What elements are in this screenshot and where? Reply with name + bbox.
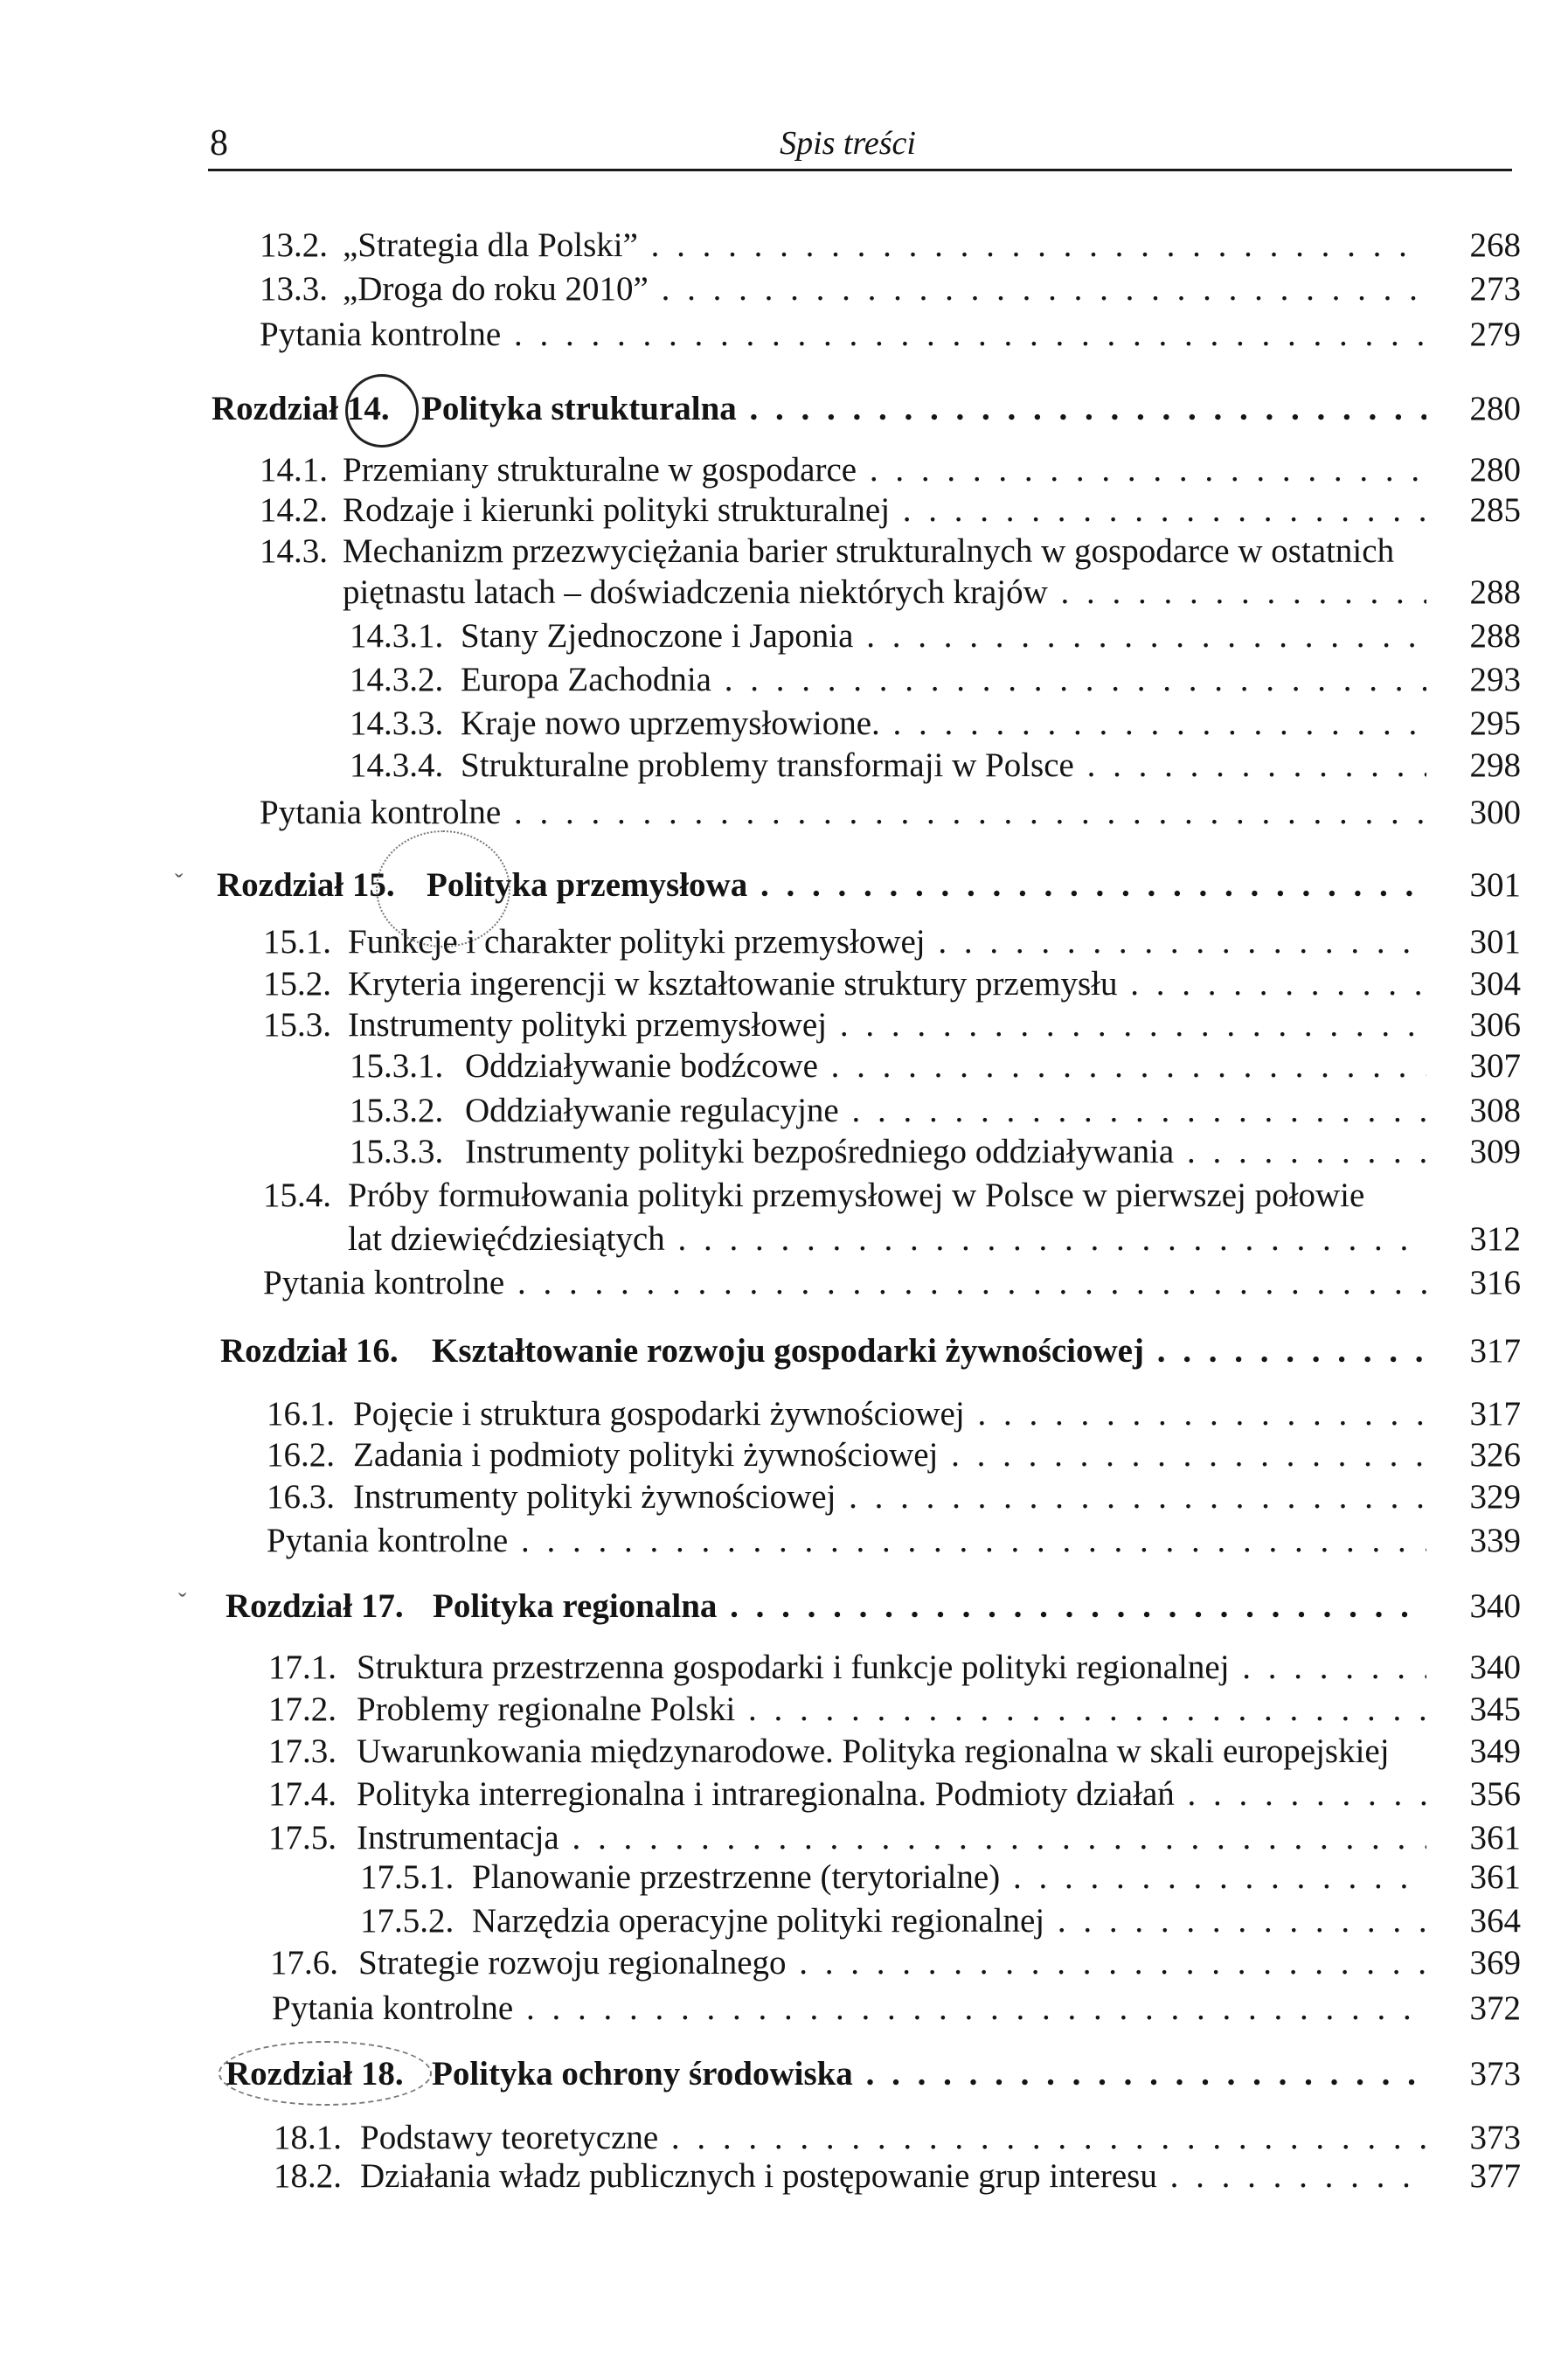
- toc-entry-multiline: [0, 1171, 1568, 1220]
- toc-entry: [0, 741, 1568, 790]
- toc-entry-number: 14.2.: [260, 491, 328, 529]
- toc-entry-page: 288: [1469, 617, 1521, 655]
- toc-entry-title: Zadania i podmioty polityki żywnościowej . . .: [353, 1431, 1426, 1480]
- toc-entry-page: 301: [1469, 923, 1521, 961]
- toc-entry-number: 15.1.: [263, 923, 331, 961]
- toc-entry-title: Instrumenty polityki przemysłowej . . .: [348, 1001, 1426, 1050]
- toc-entry-page: 361: [1469, 1858, 1521, 1896]
- toc-entry-title: Pytania kontrolne . . .: [272, 1984, 1426, 2033]
- chapter-page: 301: [1469, 866, 1521, 904]
- margin-pencil-mark: ˇ: [178, 1589, 187, 1616]
- toc-entry-title: Pytania kontrolne . . .: [267, 1517, 1426, 1565]
- toc-entry-number: 17.3.: [268, 1732, 336, 1770]
- toc-entry-title: Rodzaje i kierunki polityki strukturalnej . . .: [343, 486, 1426, 535]
- toc-entry-title: Kraje nowo uprzemysłowione. . . .: [461, 699, 1426, 748]
- toc-entry-number: 13.3.: [260, 270, 328, 308]
- chapter-title: Kształtowanie rozwoju gospodarki żywnościowej . . .: [432, 1327, 1426, 1376]
- toc-entry-page: 293: [1469, 661, 1521, 698]
- toc-entry-title: Kryteria ingerencji w kształtowanie struktury przemysłu . . .: [348, 960, 1426, 1009]
- toc-entry-page: 364: [1469, 1902, 1521, 1940]
- toc-entry: [0, 310, 1568, 359]
- chapter-number: Rozdział 18.: [225, 2055, 404, 2093]
- chapter-page: 317: [1469, 1332, 1521, 1370]
- toc-entry-title: Instrumentacja . . .: [357, 1814, 1426, 1863]
- toc-entry-title: Strukturalne problemy transformaji w Polsce . . .: [461, 741, 1426, 790]
- toc-entry-number: 16.3.: [267, 1478, 335, 1516]
- toc-entry-title-line1: Próby formułowania polityki przemysłowej w Polsce w pierwszej połowie: [348, 1177, 1365, 1214]
- toc-entry-number: 17.5.2.: [360, 1902, 454, 1940]
- chapter-number: Rozdział 17.: [225, 1587, 404, 1625]
- toc-entry-number: 14.1.: [260, 451, 328, 489]
- toc-entry-number: 14.3.2.: [350, 661, 444, 698]
- running-title: Spis treści: [780, 125, 916, 162]
- toc-entry-page: 298: [1469, 746, 1521, 784]
- toc-entry-title: Polityka interregionalna i intraregionalna. Podmioty działań . . .: [357, 1770, 1426, 1819]
- toc-entry-page: 339: [1469, 1522, 1521, 1559]
- toc-entry-continuation: [0, 568, 1568, 617]
- toc-entry-title: Pytania kontrolne . . .: [260, 310, 1426, 359]
- toc-entry-number: 15.3.3.: [350, 1133, 444, 1170]
- toc-entry-continuation: [0, 1215, 1568, 1264]
- chapter-title: Polityka przemysłowa . . .: [427, 861, 1426, 910]
- toc-entry-title: Problemy regionalne Polski . . .: [357, 1685, 1426, 1734]
- toc-entry: [0, 1042, 1568, 1091]
- chapter-number: Rozdział 16.: [220, 1332, 399, 1370]
- toc-entry-page: 377: [1469, 2157, 1521, 2195]
- toc-entry-title: Struktura przestrzenna gospodarki i funkcje polityki regionalnej . . .: [357, 1643, 1426, 1692]
- toc-entry-page: 372: [1469, 1989, 1521, 2027]
- toc-entry-number: 14.3.1.: [350, 617, 444, 655]
- toc-entry-page: 304: [1469, 965, 1521, 1003]
- toc-entry-number: 15.2.: [263, 965, 331, 1003]
- toc-entry-page: 295: [1469, 705, 1521, 742]
- toc-entry: [0, 612, 1568, 661]
- toc-entry-title-line2: piętnastu latach – doświadczenia niektórych krajów . . .: [343, 568, 1426, 617]
- toc-entry: [0, 1770, 1568, 1819]
- pencil-circle-mark: [219, 2041, 432, 2106]
- toc-entry-page: 361: [1469, 1819, 1521, 1857]
- toc-entry-title: Stany Zjednoczone i Japonia . . .: [461, 612, 1426, 661]
- toc-entry-number: 17.5.: [268, 1819, 336, 1857]
- toc-entry-number: 17.1.: [268, 1649, 336, 1686]
- toc-entry-page: 279: [1469, 316, 1521, 353]
- toc-entry-page: 345: [1469, 1690, 1521, 1728]
- toc-entry-page: 288: [1469, 573, 1521, 611]
- toc-entry-page: 309: [1469, 1133, 1521, 1170]
- toc-entry-page: 369: [1469, 1944, 1521, 1982]
- toc-entry-title: Pojęcie i struktura gospodarki żywnościowej . . .: [353, 1390, 1426, 1439]
- toc-entry-title: Narzędzia operacyjne polityki regionalnej . . .: [472, 1897, 1426, 1946]
- toc-entry-title: Podstawy teoretyczne . . .: [360, 2114, 1426, 2162]
- toc-entry-page: 273: [1469, 270, 1521, 308]
- header-rule: [208, 169, 1512, 171]
- chapter-heading: [0, 861, 1568, 910]
- toc-entry-page: 285: [1469, 491, 1521, 529]
- chapter-title: Polityka ochrony środowiska . . .: [432, 2050, 1426, 2099]
- toc-entry-page: 349: [1469, 1732, 1521, 1770]
- toc-entry-number: 15.4.: [263, 1177, 331, 1214]
- toc-entry-number: 15.3.2.: [350, 1092, 444, 1129]
- toc-entry-number: 16.1.: [267, 1395, 335, 1433]
- toc-entry: [0, 1517, 1568, 1565]
- toc-entry-title: Planowanie przestrzenne (terytorialne) . . .: [472, 1853, 1426, 1902]
- toc-entry: [0, 1939, 1568, 1988]
- toc-entry-page: 306: [1469, 1006, 1521, 1044]
- chapter-heading: [0, 1327, 1568, 1376]
- toc-entry-number: 18.2.: [274, 2157, 342, 2195]
- toc-entry-number: 14.3.4.: [350, 746, 444, 784]
- toc-entry-page: 307: [1469, 1047, 1521, 1085]
- chapter-title: Polityka strukturalna . . .: [421, 385, 1426, 434]
- toc-entry-title: Przemiany strukturalne w gospodarce . . .: [343, 446, 1426, 495]
- toc-entry-title: Uwarunkowania międzynarodowe. Polityka regionalna w skali europejskiej: [357, 1732, 1390, 1770]
- toc-entry-title: „Droga do roku 2010” . . .: [343, 265, 1426, 314]
- chapter-number: Rozdział 15.: [217, 866, 395, 904]
- toc-entry-title: Działania władz publicznych i postępowanie grup interesu . . .: [360, 2152, 1426, 2201]
- toc-entry-title: Europa Zachodnia . . .: [461, 656, 1426, 705]
- toc-entry-title: „Strategia dla Polski” . . .: [343, 221, 1426, 270]
- toc-entry: [0, 265, 1568, 314]
- toc-entry-title-line2: lat dziewięćdziesiątych . . .: [348, 1215, 1426, 1264]
- toc-entry-page: 340: [1469, 1649, 1521, 1686]
- toc-entry: [0, 656, 1568, 705]
- toc-entry-number: 14.3.3.: [350, 705, 444, 742]
- toc-entry-page: 373: [1469, 2119, 1521, 2156]
- toc-entry-number: 15.3.: [263, 1006, 331, 1044]
- toc-entry-number: 17.5.1.: [360, 1858, 454, 1896]
- toc-entry: [0, 788, 1568, 837]
- page-number: 8: [210, 123, 228, 163]
- toc-entry-page: 280: [1469, 451, 1521, 489]
- toc-entry-number: 16.2.: [267, 1436, 335, 1474]
- toc-entry-page: 326: [1469, 1436, 1521, 1474]
- handwritten-circle-mark: [345, 374, 419, 448]
- toc-entry-number: 17.2.: [268, 1690, 336, 1728]
- toc-entry: [0, 1727, 1568, 1776]
- chapter-heading: [0, 385, 1568, 434]
- toc-entry: [0, 1128, 1568, 1177]
- toc-entry-title: Oddziaływanie bodźcowe . . .: [465, 1042, 1426, 1091]
- toc-entry: [0, 1984, 1568, 2033]
- chapter-heading: [0, 1582, 1568, 1631]
- toc-entry-title: Strategie rozwoju regionalnego . . .: [358, 1939, 1426, 1988]
- toc-entry-title: Pytania kontrolne . . .: [263, 1259, 1426, 1308]
- toc-entry-title: Pytania kontrolne . . .: [260, 788, 1426, 837]
- toc-entry-page: 317: [1469, 1395, 1521, 1433]
- toc-entry-page: 300: [1469, 794, 1521, 831]
- chapter-title: Polityka regionalna . . .: [433, 1582, 1426, 1631]
- chapter-page: 280: [1469, 390, 1521, 427]
- toc-entry: [0, 1259, 1568, 1308]
- toc-entry-page: 308: [1469, 1092, 1521, 1129]
- chapter-page: 373: [1469, 2055, 1521, 2093]
- toc-entry-title: Oddziaływanie regulacyjne . . .: [465, 1086, 1426, 1135]
- toc-entry-number: 13.2.: [260, 226, 328, 264]
- toc-entry-page: 312: [1469, 1220, 1521, 1258]
- toc-entry-page: 316: [1469, 1264, 1521, 1302]
- toc-entry: [0, 1853, 1568, 1902]
- toc-entry-title: Funkcje i charakter polityki przemysłowej . . .: [348, 918, 1426, 967]
- toc-entry-number: 18.1.: [274, 2119, 342, 2156]
- toc-entry-title: Instrumenty polityki żywnościowej . . .: [353, 1473, 1426, 1522]
- toc-entry-page: 356: [1469, 1775, 1521, 1813]
- toc-entry-page: 268: [1469, 226, 1521, 264]
- toc-entry-number: 15.3.1.: [350, 1047, 444, 1085]
- toc-entry: [0, 1473, 1568, 1522]
- toc-entry-title-line1: Mechanizm przezwyciężania barier strukturalnych w gospodarce w ostatnich: [343, 532, 1395, 570]
- toc-entry-title: Instrumenty polityki bezpośredniego oddziaływania . . .: [465, 1128, 1426, 1177]
- chapter-number: Rozdział 14.: [212, 390, 390, 427]
- toc-entry: [0, 2152, 1568, 2201]
- toc-entry-number: 14.3.: [260, 532, 328, 570]
- toc-entry-number: 17.4.: [268, 1775, 336, 1813]
- chapter-page: 340: [1469, 1587, 1521, 1625]
- toc-entry-number: 17.6.: [270, 1944, 338, 1982]
- toc-entry-page: 329: [1469, 1478, 1521, 1516]
- toc-entry: [0, 221, 1568, 270]
- margin-pencil-mark: ˇ: [175, 870, 184, 897]
